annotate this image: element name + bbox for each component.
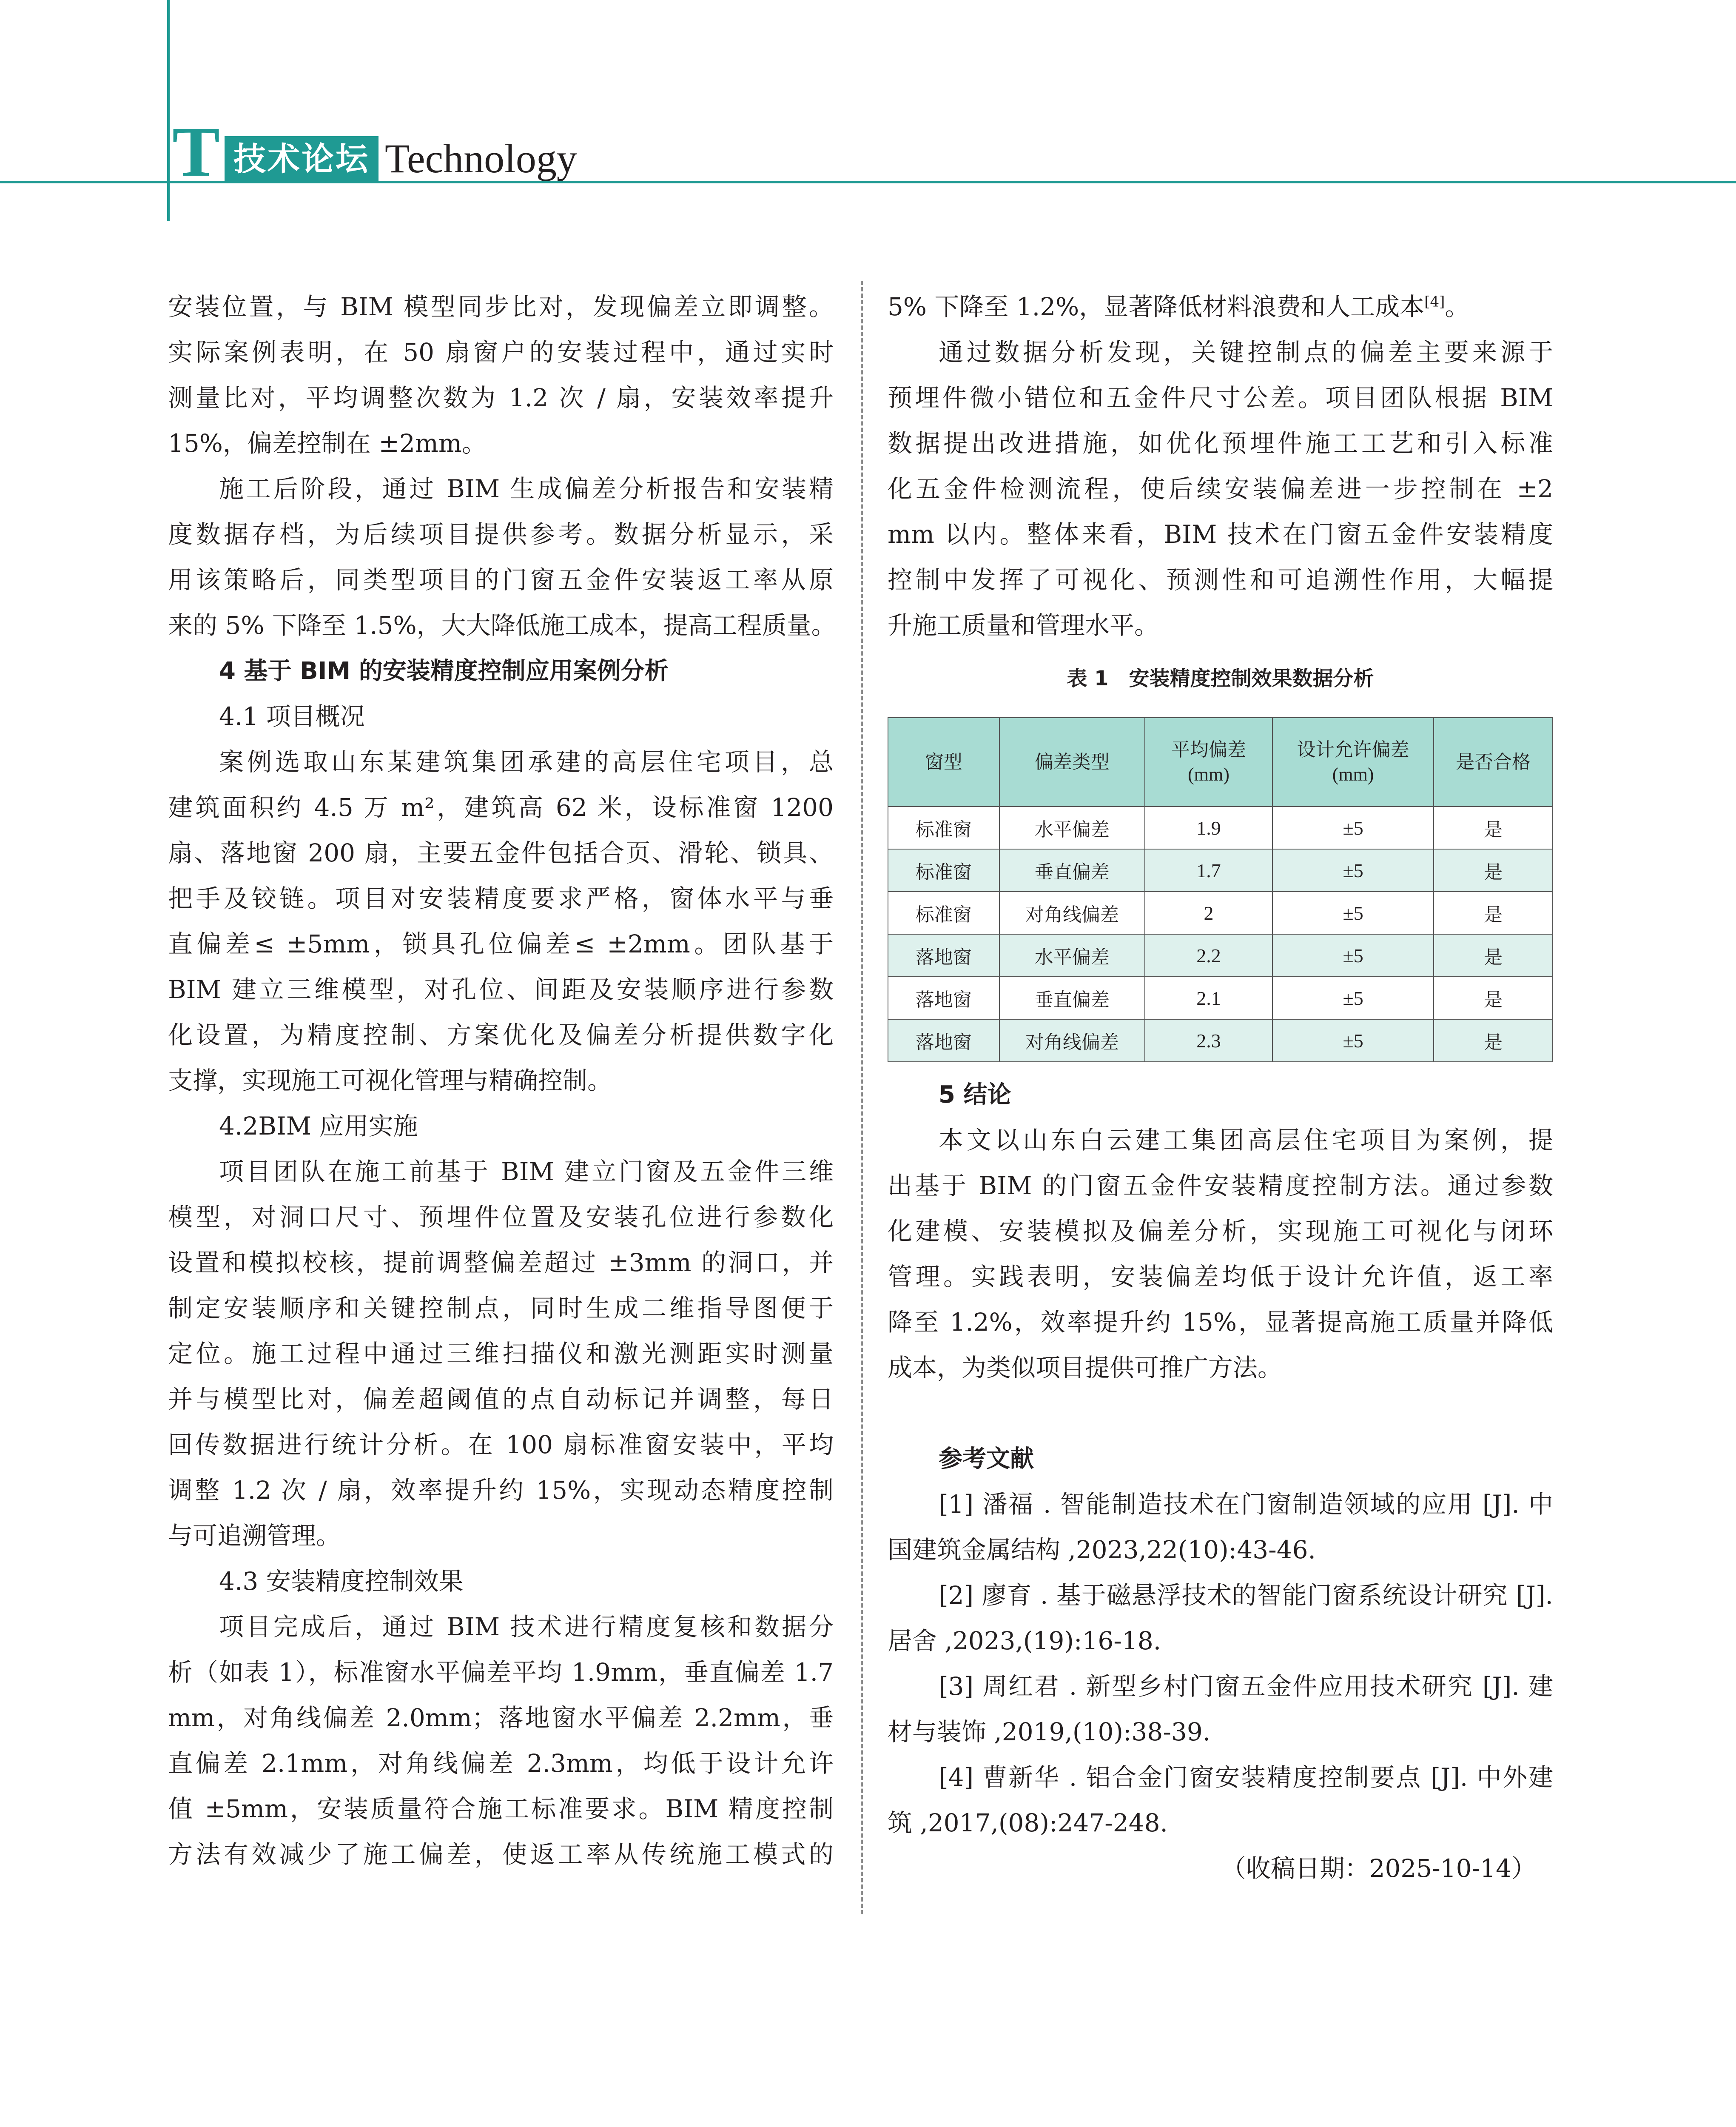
table-header-cell: 窗型	[888, 718, 999, 807]
table-header-cell: 平均偏差 (mm)	[1145, 718, 1272, 807]
body-line: 把手及铰链。项目对安装精度要求严格，窗体水平与垂	[168, 884, 834, 913]
table-cell: 对角线偏差	[999, 892, 1145, 934]
table-cell: ±5	[1272, 934, 1434, 977]
table-cell: ±5	[1272, 977, 1434, 1019]
table-cell: 标准窗	[888, 849, 999, 892]
body-line: 降至 1.2%，效率提升约 15%，显著提高施工质量并降低	[888, 1308, 1553, 1337]
body-line: 制定安装顺序和关键控制点，同时生成二维指导图便于	[168, 1294, 834, 1323]
table-cell: 落地窗	[888, 977, 999, 1019]
subsection-heading-4-1: 4.1 项目概况	[219, 702, 365, 731]
body-line-text: 5% 下降至 1.2%，显著降低材料浪费和人工成本	[888, 292, 1425, 321]
body-line: 值 ±5mm，安装质量符合施工标准要求。BIM 精度控制	[168, 1794, 834, 1823]
body-line: 并与模型比对，偏差超阈值的点自动标记并调整，每日	[168, 1385, 834, 1414]
section-heading-4: 4 基于 BIM 的安装精度控制应用案例分析	[219, 657, 669, 685]
table-cell: 2	[1145, 892, 1272, 934]
body-line: 化建模、安装模拟及偏差分析，实现施工可视化与闭环	[888, 1217, 1553, 1246]
body-line-end: 。	[1445, 292, 1470, 321]
table-row	[888, 849, 1553, 892]
table-cell: 2.2	[1145, 934, 1272, 977]
body-line: 测量比对，平均调整次数为 1.2 次 / 扇，安装效率提升	[168, 383, 834, 412]
table-caption: 表 1 安装精度控制效果数据分析	[1067, 667, 1374, 690]
citation-mark: [4]	[1424, 293, 1445, 311]
table-cell: 垂直偏差	[999, 977, 1145, 1019]
table-header-row	[888, 718, 1553, 807]
body-line: 方法有效减少了施工偏差，使返工率从传统施工模式的	[168, 1840, 834, 1869]
table-row	[888, 934, 1553, 977]
reference-line: [1] 潘福 . 智能制造技术在门窗制造领域的应用 [J]. 中	[939, 1490, 1553, 1519]
table-cell: 标准窗	[888, 892, 999, 934]
table-cell: 是	[1434, 807, 1553, 849]
body-line: 设置和模拟校核，提前调整偏差超过 ±3mm 的洞口，并	[168, 1248, 834, 1277]
table-cell: 对角线偏差	[999, 1019, 1145, 1062]
reference-line: [4] 曹新华 . 铝合金门窗安装精度控制要点 [J]. 中外建	[939, 1763, 1553, 1792]
body-line: 升施工质量和管理水平。	[888, 611, 1159, 640]
body-line: 建筑面积约 4.5 万 m²，建筑高 62 米，设标准窗 1200	[168, 793, 834, 822]
left-column	[168, 284, 834, 1877]
table-cell: ±5	[1272, 849, 1434, 892]
blank-line	[888, 1391, 1553, 1436]
right-column-bottom	[888, 1072, 1553, 1891]
reference-line: 国建筑金属结构 ,2023,22(10):43-46.	[888, 1535, 1316, 1564]
body-line: 度数据存档，为后续项目提供参考。数据分析显示，采	[168, 520, 834, 549]
table-header-cell: 偏差类型	[999, 718, 1145, 807]
body-line: 项目完成后，通过 BIM 技术进行精度复核和数据分	[219, 1612, 834, 1641]
body-line: mm 以内。整体来看，BIM 技术在门窗五金件安装精度	[888, 520, 1553, 549]
table-cell: 标准窗	[888, 807, 999, 849]
body-line: 施工后阶段，通过 BIM 生成偏差分析报告和安装精	[219, 474, 834, 503]
body-line: 扇、落地窗 200 扇，主要五金件包括合页、滑轮、锁具、	[168, 838, 834, 867]
table-cell: 水平偏差	[999, 807, 1145, 849]
body-line: 来的 5% 下降至 1.5%，大大降低施工成本，提高工程质量。	[168, 611, 836, 640]
body-line: 实际案例表明，在 50 扇窗户的安装过程中，通过实时	[168, 338, 834, 367]
table-cell: 是	[1434, 892, 1553, 934]
table-row	[888, 1019, 1553, 1062]
table-cell: ±5	[1272, 892, 1434, 934]
table-cell: 2.3	[1145, 1019, 1272, 1062]
table-cell: 水平偏差	[999, 934, 1145, 977]
right-column-top	[888, 284, 1553, 648]
body-line: 预埋件微小错位和五金件尺寸公差。项目团队根据 BIM	[888, 383, 1554, 412]
body-line: 调整 1.2 次 / 扇，效率提升约 15%，实现动态精度控制	[168, 1476, 834, 1505]
column-divider	[861, 281, 863, 1914]
table-cell: 是	[1434, 977, 1553, 1019]
subsection-heading-4-3: 4.3 安装精度控制效果	[219, 1567, 464, 1596]
body-line: 控制中发挥了可视化、预测性和可追溯性作用，大幅提	[888, 565, 1553, 594]
body-line: 用该策略后，同类型项目的门窗五金件安装返工率从原	[168, 565, 834, 594]
body-line: 数据提出改进措施，如优化预埋件施工工艺和引入标准	[888, 429, 1553, 458]
body-line: 案例选取山东某建筑集团承建的高层住宅项目，总	[219, 747, 834, 776]
header-section-en: Technology	[385, 136, 577, 181]
received-date: （收稿日期：2025-10-14）	[1221, 1854, 1536, 1883]
body-line: 直偏差≤ ±5mm，锁具孔位偏差≤ ±2mm。团队基于	[168, 929, 834, 958]
table-cell: 落地窗	[888, 1019, 999, 1062]
body-line: 出基于 BIM 的门窗五金件安装精度控制方法。通过参数	[888, 1171, 1553, 1200]
body-line: 本文以山东白云建工集团高层住宅项目为案例，提	[939, 1126, 1553, 1155]
body-line: 模型，对洞口尺寸、预埋件位置及安装孔位进行参数化	[168, 1203, 834, 1232]
table-cell: 是	[1434, 934, 1553, 977]
body-line: 定位。施工过程中通过三维扫描仪和激光测距实时测量	[168, 1339, 834, 1368]
table-row	[888, 807, 1553, 849]
reference-line: 筑 ,2017,(08):247-248.	[888, 1808, 1168, 1837]
table-row	[888, 977, 1553, 1019]
body-line: 化设置，为精度控制、方案优化及偏差分析提供数字化	[168, 1021, 834, 1049]
table-cell: 1.7	[1145, 849, 1272, 892]
table-header-cell: 设计允许偏差 (mm)	[1272, 718, 1434, 807]
table-cell: 垂直偏差	[999, 849, 1145, 892]
body-line: BIM 建立三维模型，对孔位、间距及安装顺序进行参数	[168, 975, 834, 1004]
reference-line: [2] 廖育 . 基于磁悬浮技术的智能门窗系统设计研究 [J].	[939, 1581, 1553, 1610]
header-letter-logo: T	[172, 112, 220, 191]
body-line: 回传数据进行统计分析。在 100 扇标准窗安装中，平均	[168, 1430, 834, 1459]
section-heading-5: 5 结论	[939, 1081, 1011, 1109]
header-section-cn: 技术论坛	[225, 136, 379, 182]
body-line: 析（如表 1），标准窗水平偏差平均 1.9mm，垂直偏差 1.7	[168, 1658, 834, 1687]
table-cell: 2.1	[1145, 977, 1272, 1019]
body-line: 直偏差 2.1mm，对角线偏差 2.3mm，均低于设计允许	[168, 1749, 834, 1778]
reference-line: [3] 周红君 . 新型乡村门窗五金件应用技术研究 [J]. 建	[939, 1672, 1553, 1701]
table-cell: ±5	[1272, 807, 1434, 849]
body-line: 与可追溯管理。	[168, 1521, 341, 1550]
precision-data-table	[888, 717, 1553, 1062]
reference-line: 材与装饰 ,2019,(10):38-39.	[888, 1717, 1211, 1746]
body-line: 项目团队在施工前基于 BIM 建立门窗及五金件三维	[219, 1157, 834, 1186]
body-line: 化五金件检测流程，使后续安装偏差进一步控制在 ±2	[888, 474, 1554, 503]
body-line: 支撑，实现施工可视化管理与精确控制。	[168, 1066, 612, 1095]
table-cell: ±5	[1272, 1019, 1434, 1062]
body-line: 管理。实践表明，安装偏差均低于设计允许值，返工率	[888, 1262, 1553, 1291]
body-line: 安装位置，与 BIM 模型同步比对，发现偏差立即调整。	[168, 292, 834, 321]
reference-line: 居舍 ,2023,(19):16-18.	[888, 1626, 1161, 1655]
table-row	[888, 892, 1553, 934]
subsection-heading-4-2: 4.2BIM 应用实施	[219, 1112, 418, 1140]
table-cell: 是	[1434, 849, 1553, 892]
table-cell: 是	[1434, 1019, 1553, 1062]
body-line	[888, 284, 1553, 330]
table-cell: 落地窗	[888, 934, 999, 977]
body-line: 15%，偏差控制在 ±2mm。	[168, 429, 487, 458]
body-line: 成本，为类似项目提供可推广方法。	[888, 1353, 1283, 1382]
body-line: mm，对角线偏差 2.0mm；落地窗水平偏差 2.2mm，垂	[168, 1703, 834, 1732]
table-cell: 1.9	[1145, 807, 1272, 849]
body-line: 通过数据分析发现，关键控制点的偏差主要来源于	[939, 338, 1553, 367]
header-vertical-rule	[167, 0, 170, 221]
table-header-cell: 是否合格	[1434, 718, 1553, 807]
references-heading: 参考文献	[939, 1445, 1034, 1473]
